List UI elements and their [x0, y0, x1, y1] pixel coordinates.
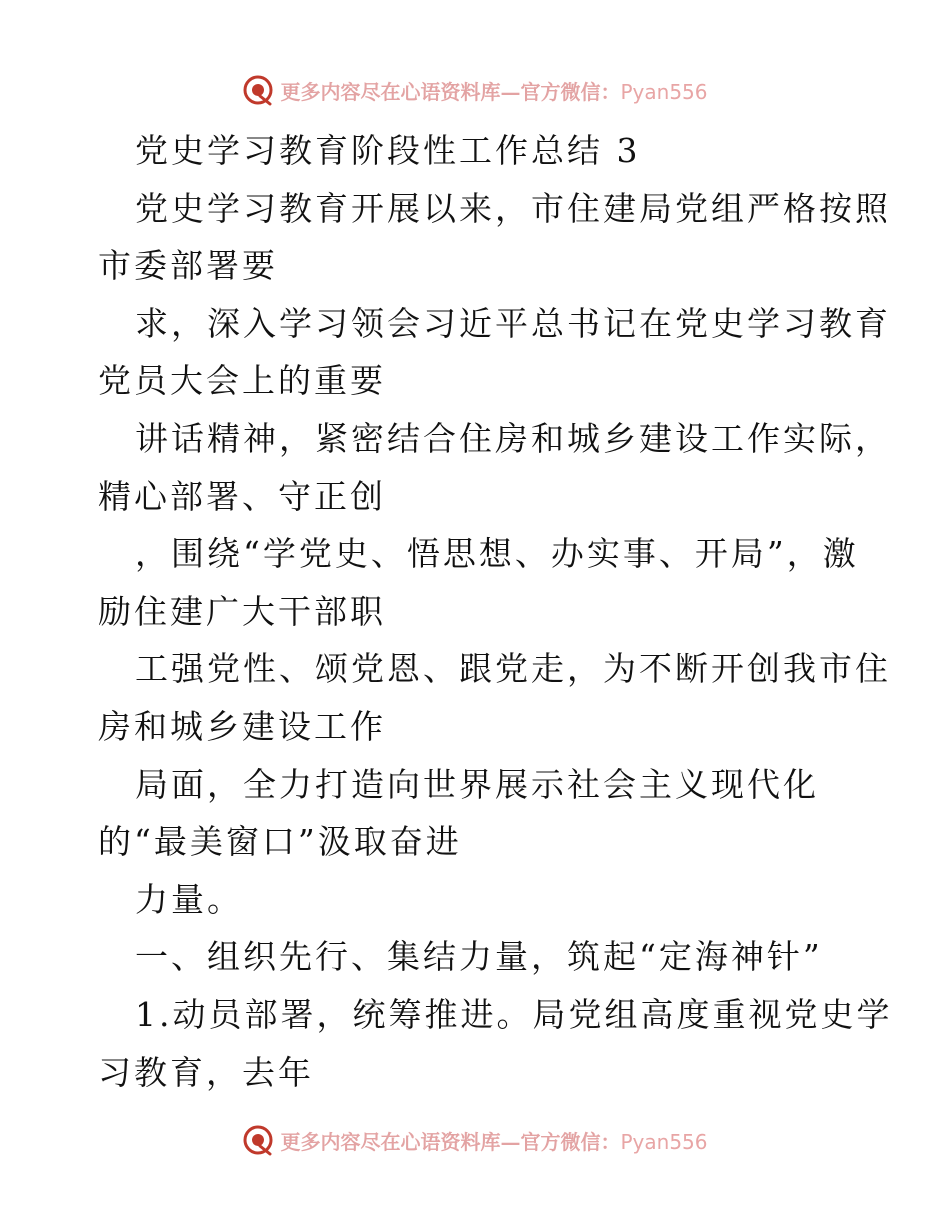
paragraph-line: 局面，全力打造向世界展示社会主义现代化 [135, 764, 819, 804]
paragraph-line: 房和城乡建设工作 [98, 706, 386, 746]
watermark-text: 更多内容尽在心语资料库—官方微信：Pyan556 [280, 1129, 708, 1154]
paragraph-line: 力量。 [135, 879, 243, 919]
paragraph-line: 习教育，去年 [98, 1052, 314, 1092]
paragraph-line: 工强党性、颂党恩、跟党走，为不断开创我市住 [135, 649, 891, 689]
paragraph-line: 的“最美窗口”汲取奋进 [98, 822, 462, 862]
red-circle-pen-logo-icon [242, 1124, 274, 1156]
watermark-text: 更多内容尽在心语资料库—官方微信：Pyan556 [280, 79, 708, 104]
document-title: 党史学习教育阶段性工作总结 3 [135, 131, 641, 170]
red-circle-pen-logo-icon [242, 74, 274, 106]
paragraph-line: 精心部署、守正创 [98, 476, 386, 516]
watermark-header [0, 70, 950, 110]
paragraph-line: 党员大会上的重要 [98, 361, 386, 401]
document-body [98, 122, 893, 1101]
paragraph-line: 求，深入学习领会习近平总书记在党史学习教育 [135, 303, 891, 343]
paragraph-line: 党史学习教育开展以来，市住建局党组严格按照 [135, 188, 891, 228]
paragraph-line: 讲话精神，紧密结合住房和城乡建设工作实际， [135, 418, 891, 458]
paragraph-line: ，围绕“学党史、悟思想、办实事、开局”，激 [135, 534, 859, 574]
paragraph-line: 1.动员部署，统筹推进。局党组高度重视党史学 [135, 994, 893, 1034]
section-heading: 一、组织先行、集结力量，筑起“定海神针” [135, 937, 823, 977]
watermark-footer [0, 1120, 950, 1160]
paragraph-line: 市委部署要 [98, 246, 278, 286]
paragraph-line: 励住建广大干部职 [98, 591, 386, 631]
